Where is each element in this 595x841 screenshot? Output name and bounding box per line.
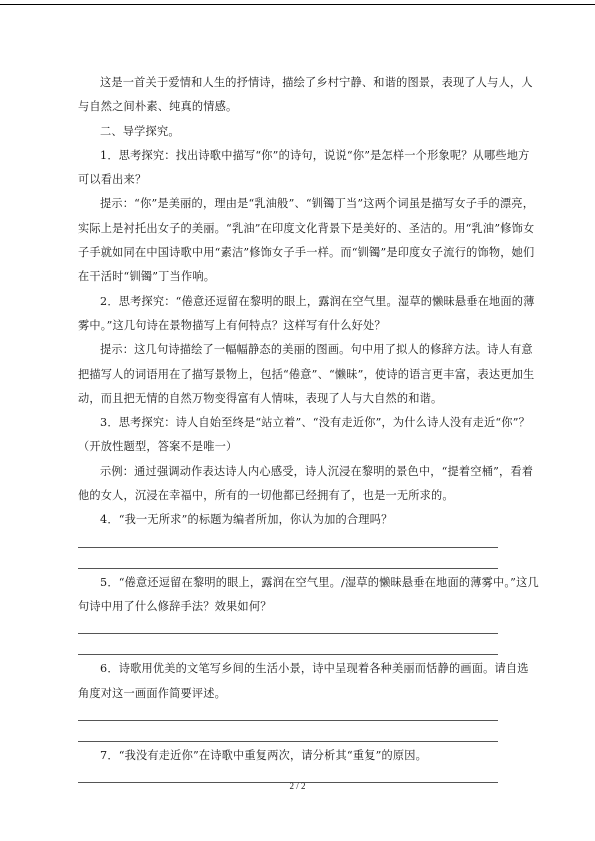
hint-2: 提示：这几句诗描绘了一幅幅静态的美丽的图画。句中用了拟人的修辞方法。诗人有意把描写人的词语用在了描写景物上，包括“倦意”、“懒昧”，使诗的语言更丰富，表达更加生动，而且把无情的自然万物变得富有人情味，表现了人与大自然的和谐。	[78, 343, 535, 405]
question-3: 3．思考探究：诗人自始至终是“站立着”、“没有走近你”，为什么诗人没有走近“你”？（开放性题型，答案不是唯一）	[78, 416, 531, 454]
question-6: 6．诗歌用优美的文笔写乡间的生活小景，诗中呈现着各种美丽而恬静的画面。请自选角度对这一画面作简要评述。	[78, 662, 529, 700]
answer-line[interactable]	[78, 654, 498, 655]
question-5: 5．“倦意还逗留在黎明的眼上，露润在空气里。/湿草的懒昧悬垂在地面的薄雾中。”这几句诗中用了什么修辞手法？效果如何？	[78, 575, 539, 613]
question-1: 1．思考探究：找出诗歌中描写“你”的诗句，说说“你”是怎样一个形象呢？从哪些地方可以看出来？	[78, 148, 530, 187]
question-2: 2．思考探究：“倦意还逗留在黎明的眼上，露润在空气里。湿草的懒昧悬垂在地面的薄雾中。”这几句诗在景物描写上有何特点？这样写有什么好处？	[78, 294, 535, 332]
intro-summary: 这是一首关于爱情和人生的抒情诗，描绘了乡村宁静、和谐的图景，表现了人与人，人与自然之间朴素、纯真的情感。	[78, 76, 533, 114]
document-body	[78, 71, 540, 783]
question-7: 7．“我没有走近你”在诗歌中重复两次，请分析其“重复”的原因。	[100, 748, 428, 762]
answer-line[interactable]	[78, 568, 498, 569]
answer-line[interactable]	[78, 741, 498, 742]
answer-line[interactable]	[78, 633, 498, 634]
answer-line[interactable]	[78, 547, 498, 548]
example-3: 示例：通过强调动作表达诗人内心感受，诗人沉浸在黎明的景色中，“提着空桶”，看着他的女人，沉浸在幸福中，所有的一切他都已经拥有了，也是一无所求的。	[78, 464, 534, 503]
hint-1: 提示：“你”是美丽的，理由是“乳油般”、“钏镯丁当”这两个词虽是描写女子手的漂亮，实际上是衬托出女子的美丽。“乳油”在印度文化背景下是美好的、圣洁的。用“乳油”修饰女子手就如同在中国诗歌中用“素洁”修饰女子手一样。而“钏镯”是印度女子流行的饰物，她们在干活时“钏镯”丁当作响。	[78, 197, 535, 284]
question-4: 4．“我一无所求”的标题为编者所加，你认为加的合理吗？	[100, 513, 393, 527]
section-heading: 二、导学探究。	[100, 124, 180, 138]
top-rule	[0, 4, 595, 5]
answer-line[interactable]	[78, 720, 498, 721]
page-number: 2 / 2	[289, 781, 306, 791]
